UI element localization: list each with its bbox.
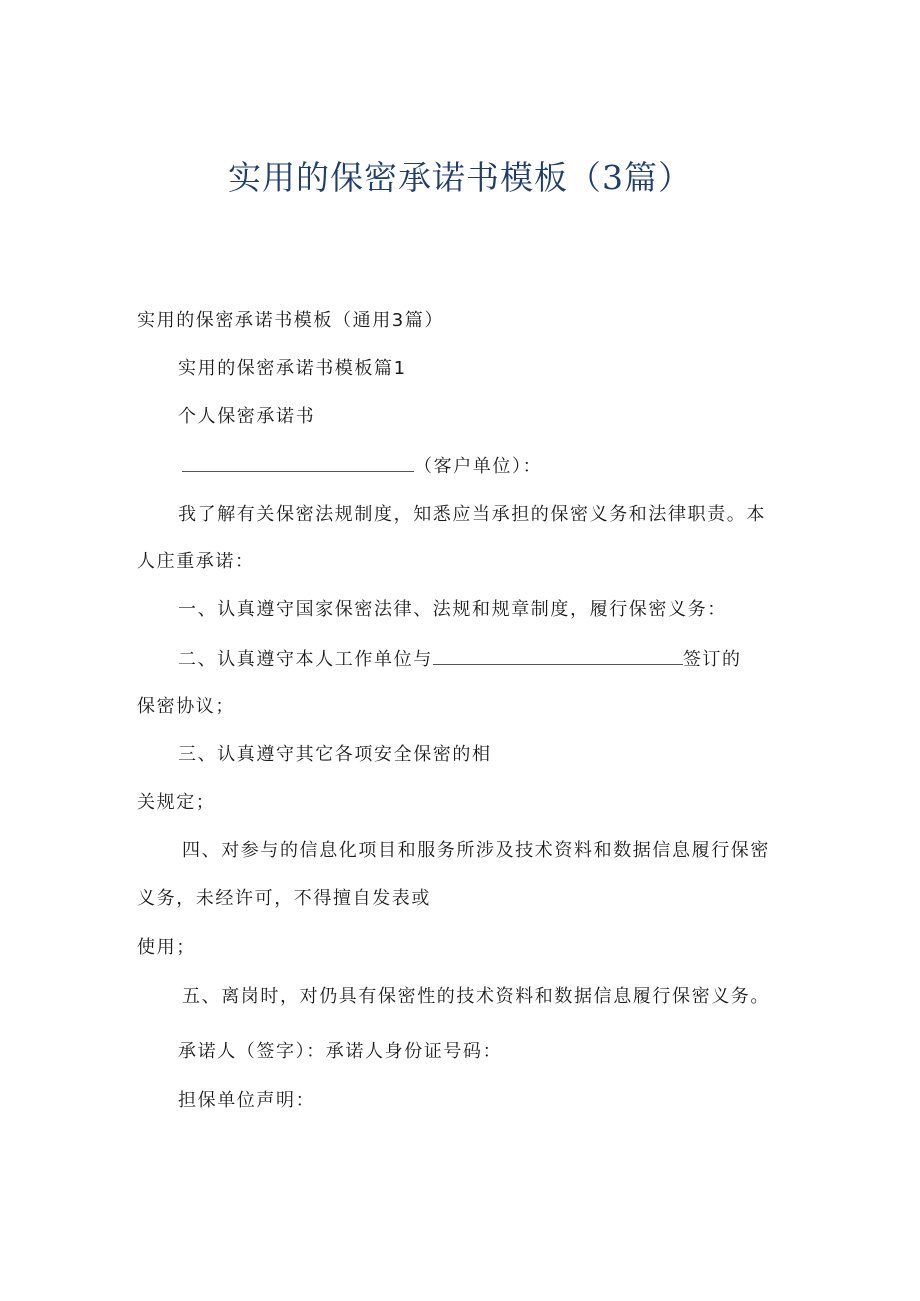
- addressee-line: [182, 453, 542, 480]
- item-4-line-1: 四、对参与的信息化项目和服务所涉及技术资料和数据信息履行保密: [182, 840, 770, 861]
- addressee-suffix: （客户单位）：: [414, 456, 543, 477]
- guarantor-statement: 担保单位声明：: [178, 1090, 316, 1111]
- intro-line-1: 我了解有关保密法规制度，知悉应当承担的保密义务和法律职责。本: [178, 504, 766, 525]
- item-3-line-1: 三、认真遵守其它各项安全保密的相: [178, 744, 492, 765]
- item-2-prefix: 二、认真遵守本人工作单位与: [178, 649, 433, 670]
- item-2-suffix: 签订的: [682, 649, 742, 670]
- item-4-line-2: 义务，未经许可，不得擅自发表或: [137, 888, 431, 909]
- work-unit-blank: [433, 646, 683, 665]
- item-3-line-2: 关规定；: [137, 792, 216, 813]
- client-unit-blank: [182, 453, 414, 472]
- item-1: 一、认真遵守国家保密法律、法规和规章制度，履行保密义务：: [178, 599, 727, 620]
- letter-title: 个人保密承诺书: [178, 406, 316, 427]
- document-title: 实用的保密承诺书模板（3篇）: [228, 158, 692, 197]
- item-4-line-3: 使用；: [137, 937, 196, 958]
- intro-line-2: 人庄重承诺：: [137, 551, 255, 572]
- item-2-continued: 保密协议；: [137, 696, 235, 717]
- item-5: 五、离岗时，对仍具有保密性的技术资料和数据信息履行保密义务。: [182, 986, 770, 1007]
- item-2-line: [178, 646, 742, 673]
- subtitle: 实用的保密承诺书模板（通用3篇）: [137, 310, 445, 331]
- signature-line: 承诺人（签字）：承诺人身份证号码：: [178, 1041, 503, 1062]
- section-heading: 实用的保密承诺书模板篇1: [178, 358, 407, 379]
